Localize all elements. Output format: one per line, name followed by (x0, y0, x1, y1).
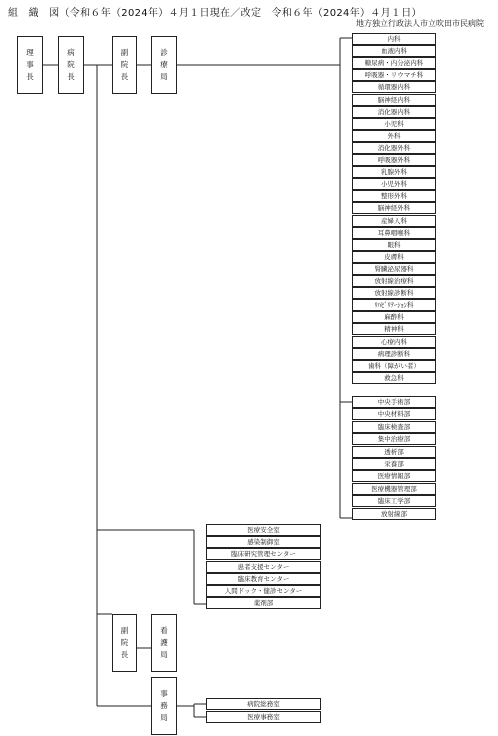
department-box: 放射線診断科 (352, 287, 436, 299)
department-box: 放射線治療科 (352, 275, 436, 287)
vice-director-box: 副 院 長 (112, 36, 137, 94)
division-box: 集中治療部 (352, 433, 436, 445)
department-box: 救急科 (352, 372, 436, 384)
department-box: 消化器内科 (352, 106, 436, 118)
center-box: 臨床研究管理センター (206, 548, 321, 560)
department-box: 整形外科 (352, 190, 436, 202)
department-box: 血液内科 (352, 45, 436, 57)
department-box: 眼科 (352, 239, 436, 251)
department-box: 歯科（障がい者） (352, 360, 436, 372)
nursing-bureau-box: 看 護 局 (151, 614, 177, 672)
chairman-box: 理 事 長 (17, 36, 43, 94)
department-box: 外科 (352, 130, 436, 142)
division-box: 臨床工学部 (352, 495, 436, 507)
center-box: 薬剤部 (206, 597, 321, 609)
department-box: 脳神経内科 (352, 94, 436, 106)
vice-director-2-box: 副 院 長 (112, 614, 137, 672)
center-box: 臨床教育センター (206, 573, 321, 585)
organization-name: 地方独立行政法人市立吹田市民病院 (356, 19, 484, 28)
admin-bureau-box: 事 務 局 (151, 677, 177, 735)
division-box: 透析部 (352, 446, 436, 458)
department-box: 内科 (352, 33, 436, 45)
department-box: 耳鼻咽喉科 (352, 227, 436, 239)
division-box: 中央材料部 (352, 408, 436, 420)
center-box: 人間ドック・健診センター (206, 585, 321, 597)
department-box: 小児科 (352, 118, 436, 130)
hospital-director-box: 病 院 長 (58, 36, 84, 94)
division-box: 医療情報部 (352, 470, 436, 482)
office-box: 病院総務室 (206, 698, 321, 710)
division-box: 放射線部 (352, 508, 436, 520)
division-box: 臨床検査部 (352, 421, 436, 433)
division-box: 栄養部 (352, 458, 436, 470)
center-box: 患者支援センター (206, 561, 321, 573)
office-box: 医療事務室 (206, 711, 321, 723)
department-box: 皮膚科 (352, 251, 436, 263)
department-box: 呼吸器外科 (352, 154, 436, 166)
chart-title: 組 織 図（令和６年（2024年）４月１日現在／改定 令和６年（2024年）４月１日） (8, 8, 422, 19)
department-box: 麻酔科 (352, 311, 436, 323)
center-box: 感染制御室 (206, 536, 321, 548)
division-box: 中央手術部 (352, 396, 436, 408)
department-box: 循環器内科 (352, 81, 436, 93)
department-box: ﾘﾊﾋﾞﾘﾃｰｼｮﾝ科 (352, 299, 436, 311)
department-box: 産婦人科 (352, 215, 436, 227)
center-box: 医療安全室 (206, 524, 321, 536)
department-box: 消化器外科 (352, 142, 436, 154)
department-box: 呼吸器・リウマチ科 (352, 69, 436, 81)
department-box: 乳腺外科 (352, 166, 436, 178)
department-box: 病理診断科 (352, 348, 436, 360)
department-box: 精神科 (352, 323, 436, 335)
department-box: 腎臓泌尿器科 (352, 263, 436, 275)
department-box: 小児外科 (352, 178, 436, 190)
department-box: 糖尿病・内分泌内科 (352, 57, 436, 69)
department-box: 脳神経外科 (352, 202, 436, 214)
division-box: 医療機器管理部 (352, 483, 436, 495)
department-box: 心療内科 (352, 336, 436, 348)
medical-bureau-box: 診 療 局 (151, 36, 177, 94)
